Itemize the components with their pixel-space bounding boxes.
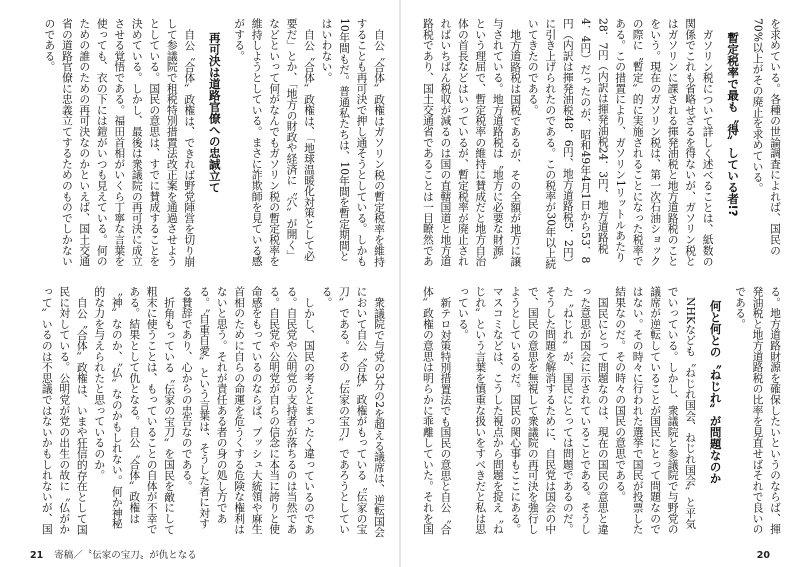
paragraph: 自公〝合体〟政権は、いまや狂信的存在として国民に対している。公明党が党の出生の故に〝仏がかって〟いるのは不思議ではないかもしれないが、国 <box>40 286 89 535</box>
running-title: 寄稿／〝伝家の宝刀〟が仇となる <box>54 550 197 561</box>
paragraph: 衆議院で与党の3分の2を超える議席は、逆転国会において自公〝合体〟政権がもっている〝伝家の宝刀〟である。その〝伝家の宝刀〟であろうとしている。 <box>320 286 386 538</box>
paragraph: ガソリン税について詳しく述べることは、紙数の関係でこれも省略せざるを得ないが、ガソリン税とはガソリンに課される揮発油税と地方道路税のことをいう。現在のガソリン税は、第一次石油ショックの際に〝暫定〟的に実施されることになった税率である。この措置により、ガソリン1リットルあたり28．7円（内訳は揮発油税24．3円、地方道路税4．4円）だったのが、昭和49年4月1日から53．8円（内訳は揮発油税48．6円、地方道路税5．2円）に引き上げられたのである。この税率が30年以上続いてきたのである。 <box>526 18 715 270</box>
paragraph: 折角もっている〝伝家の宝刀〟を国民を敵にして粗末に使うことは、もっていることの自体が不幸である。結果として仇となる。自公〝合体〟政権は〝神〟なのか、〝仏〟なのかもしれない。何か神秘的な力を与えられたと思っているのか。 <box>93 286 177 535</box>
page-number: 20 <box>756 550 770 561</box>
right-footer <box>757 550 778 561</box>
paragraph: 自公〝合体〟政権は、「地球温暖化対策として必要だ」とか、「地方の財政や経済に〝穴〟が開く」などといって何がなんでもガソリン税の暫定税率を維持しようとしている。まさに詐欺師を見ている感がする。 <box>233 18 317 267</box>
paragraph: 自公〝合体〟政権は、できれば野党陣営を切り崩して参議院で租税特別措置法改正案を通過させようとしている。国民の意思は、すでに賛成することを決めている。しかし、最後は衆議院の再可決に成立させる覚悟である。福田首相がいくら丁寧な言葉を使っても、衣の下には鎧がいつも見えている。何のための誰のための再可決なのかといえば、国土交通省の道路官僚に忠義立てするためのものでしかないのである。 <box>43 18 197 267</box>
left-footer <box>30 547 197 561</box>
left-page-body <box>16 18 388 538</box>
right-page <box>400 0 800 567</box>
paragraph: NHKなども〝ねじれ国会、ねじれ国会〟と平気でいっている。しかし、衆議院と参議院で与野党の議席が逆転していることが国民にとって問題なのではない。その時々に行われた選挙で国民が投票した結果なのだ。その時々の国民の意思である。 <box>614 286 698 535</box>
section-heading: 再可決は道路官僚への忠誠立て <box>207 31 222 193</box>
page-number: 21 <box>30 550 44 561</box>
paragraph: 国民にとって問題なのは、現在の国民の意思と違った意思が国会に示されていることである。そうした〝ねじれ〟が、国民にとっては問題であるのだ。そうした問題を解消するために、自民党は国会の中で、国民の意思を無視して衆議院の再可決を強行しようとしているのだ。国民の関心事もここにある。マスコミなどは、こうした視点から問題を捉え〝ねじれ〟という言葉を慎重な扱いをすべきだと私は思っている。 <box>456 286 610 535</box>
paragraph: 地方道路税は国税であるが、その全額が地方に譲与されている。地方道路税は〝地方に必要な財源〟という理屈で、暫定税率の維持に賛成だと地方自治体の首長などはいっているが、暫定税率が廃止されればいちばん税収が減るのは国の直轄国道と地方道路税であり、国土交通省であることは一目瞭然である。地方道路財源を確保したいというのならば、揮発油税と地方道路税の比率を見直せばそれで良いのである。 <box>421 18 782 535</box>
section-heading: 何と何との〝ねじれ〟が問題なのか <box>708 299 723 484</box>
paragraph: を求めている。各種の世論調査によれば、国民の70%以上がその廃止を求めている。 <box>751 18 782 256</box>
right-page-body <box>412 18 784 538</box>
section-heading: 暫定税率で最も〝得〟している者!? <box>726 31 741 217</box>
paragraph: 自公〝合体〟政権はガソリン税の暫定税率を維持することも再可決で押し通そうとしている。しかも10年間もだ。普通私たちは、10年間を暫定期間とはいわない。 <box>320 18 386 267</box>
paragraph: しかし、国民の考えとまったく違っているのである。自民党や公明党の支持者が落ちるのは当然である。自民党や公明党が自らの信念に本当に誇りと使命感をもっているのならば、ブッシュ大統領や麻生首相のために自らの命運を危うくする危険な権利はないと思う。それが責任ある者の身の処し方である。〝自重自愛〟という言葉は、そうした者に対する賛辞であり、心からの忠告なのである。 <box>180 286 317 535</box>
paragraph: 新テロ対策特別措置法でも国民の意思と自公〝合体〟政権の意思は明らかに乖離していた。それを国 <box>421 286 453 535</box>
